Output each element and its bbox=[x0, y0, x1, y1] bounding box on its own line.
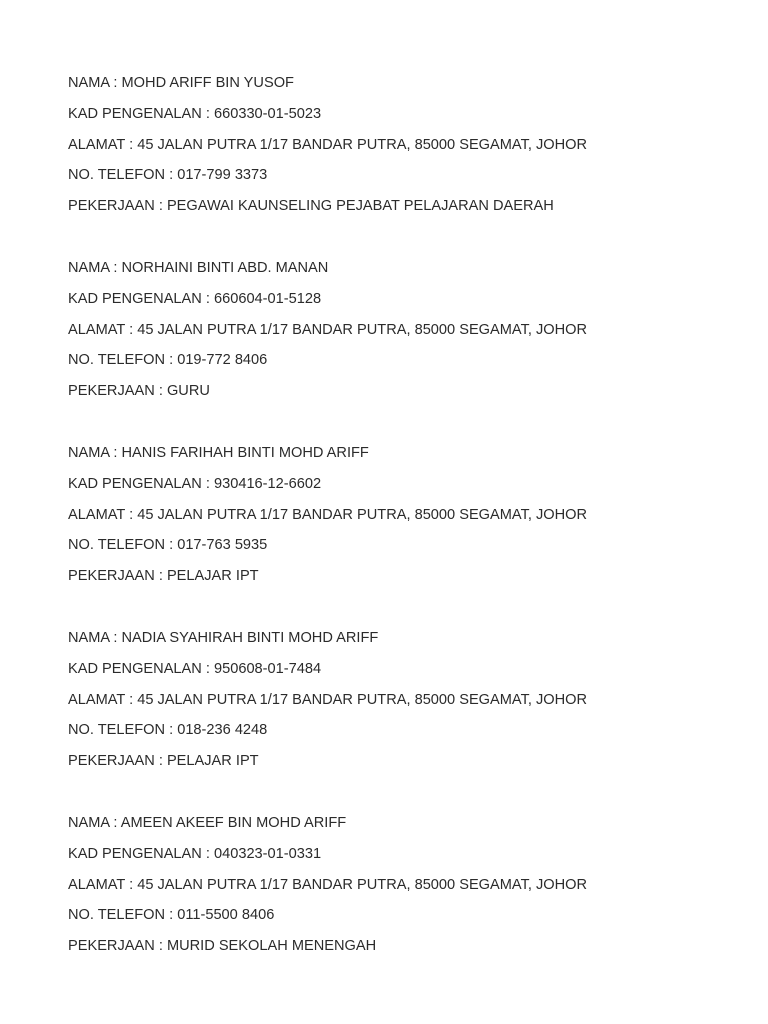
record-address: ALAMAT : 45 JALAN PUTRA 1/17 BANDAR PUTRA, 85000 SEGAMAT, JOHOR bbox=[68, 876, 588, 893]
record-phone: NO. TELEFON : 017-763 5935 bbox=[68, 537, 268, 554]
record-occupation: PEKERJAAN : MURID SEKOLAH MENENGAH bbox=[68, 938, 377, 955]
record-name: NAMA : NADIA SYAHIRAH BINTI MOHD ARIFF bbox=[68, 629, 379, 646]
record-name: NAMA : MOHD ARIFF BIN YUSOF bbox=[68, 75, 294, 91]
record-phone: NO. TELEFON : 017-799 3373 bbox=[68, 167, 268, 184]
record-occupation: PEKERJAAN : GURU bbox=[68, 383, 210, 400]
record-ic-number: KAD PENGENALAN : 660604-01-5128 bbox=[68, 290, 322, 307]
record-occupation: PEKERJAAN : PEGAWAI KAUNSELING PEJABAT PELAJARAN DAERAH bbox=[68, 198, 554, 215]
record-ic-number: KAD PENGENALAN : 660330-01-5023 bbox=[68, 105, 322, 122]
record-4 bbox=[68, 623, 748, 777]
record-name: NAMA : NORHAINI BINTI ABD. MANAN bbox=[68, 259, 329, 276]
record-phone: NO. TELEFON : 011-5500 8406 bbox=[68, 907, 275, 924]
records-list bbox=[68, 68, 748, 962]
record-address: ALAMAT : 45 JALAN PUTRA 1/17 BANDAR PUTRA, 85000 SEGAMAT, JOHOR bbox=[68, 321, 588, 338]
record-occupation: PEKERJAAN : PELAJAR IPT bbox=[68, 753, 259, 770]
record-name: NAMA : HANIS FARIHAH BINTI MOHD ARIFF bbox=[68, 444, 369, 461]
record-ic-number: KAD PENGENALAN : 930416-12-6602 bbox=[68, 475, 322, 492]
record-phone: NO. TELEFON : 018-236 4248 bbox=[68, 722, 268, 739]
record-5 bbox=[68, 808, 748, 962]
record-ic-number: KAD PENGENALAN : 040323-01-0331 bbox=[68, 845, 322, 862]
record-ic-number: KAD PENGENALAN : 950608-01-7484 bbox=[68, 660, 322, 677]
record-address: ALAMAT : 45 JALAN PUTRA 1/17 BANDAR PUTRA, 85000 SEGAMAT, JOHOR bbox=[68, 691, 588, 708]
record-3 bbox=[68, 438, 748, 592]
record-phone: NO. TELEFON : 019-772 8406 bbox=[68, 352, 268, 369]
record-address: ALAMAT : 45 JALAN PUTRA 1/17 BANDAR PUTRA, 85000 SEGAMAT, JOHOR bbox=[68, 506, 588, 523]
record-occupation: PEKERJAAN : PELAJAR IPT bbox=[68, 568, 259, 585]
record-address: ALAMAT : 45 JALAN PUTRA 1/17 BANDAR PUTRA, 85000 SEGAMAT, JOHOR bbox=[68, 136, 588, 153]
record-name: NAMA : AMEEN AKEEF BIN MOHD ARIFF bbox=[68, 814, 347, 831]
record-2 bbox=[68, 253, 748, 407]
record-1 bbox=[68, 68, 748, 222]
